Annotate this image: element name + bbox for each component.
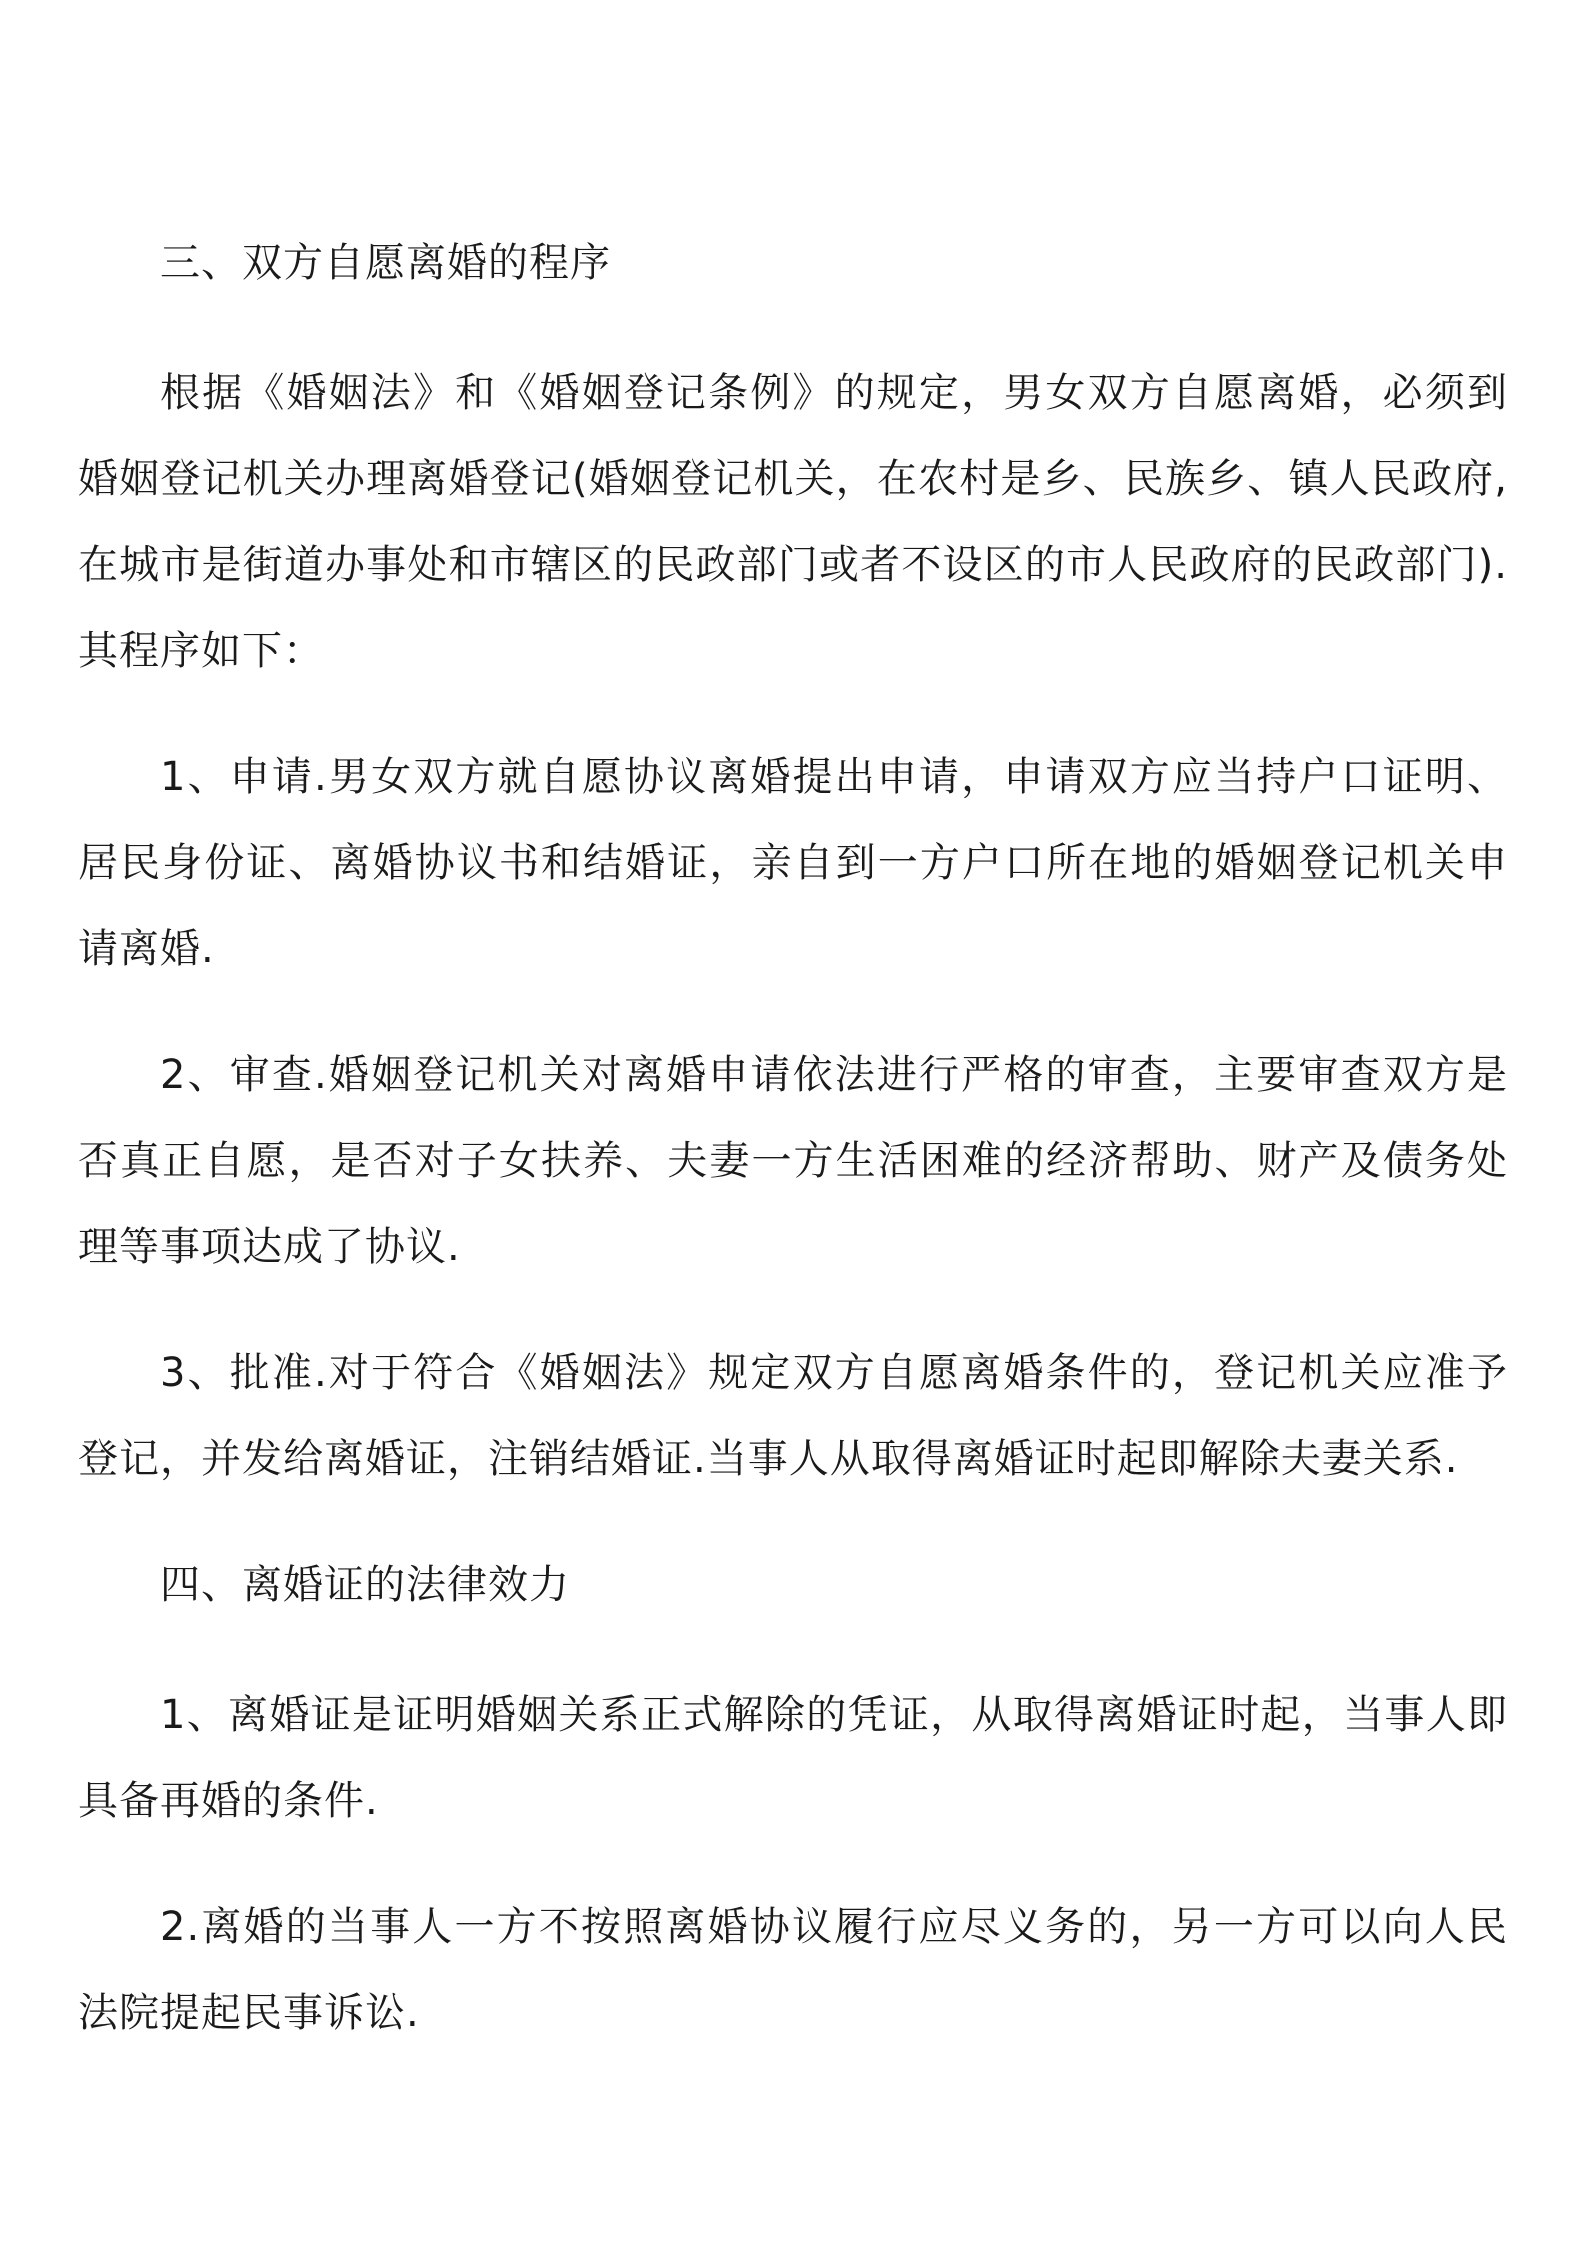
section-heading-legal-effect: 四、离婚证的法律效力 <box>160 1562 570 1608</box>
paragraph-step-application: 1、申请.男女双方就自愿协议离婚提出申请，申请双方应当持户口证明、居民身份证、离婚协议书和结婚证，亲自到一方户口所在地的婚姻登记机关申请离婚. <box>78 754 1508 972</box>
document-body <box>78 220 1508 2096</box>
paragraph-certificate-effect: 1、离婚证是证明婚姻关系正式解除的凭证，从取得离婚证时起，当事人即具备再婚的条件. <box>78 1692 1508 1824</box>
section-heading-procedure: 三、双方自愿离婚的程序 <box>160 240 611 286</box>
paragraph-step-review: 2、审查.婚姻登记机关对离婚申请依法进行严格的审查，主要审查双方是否真正自愿，是否对子女扶养、夫妻一方生活困难的经济帮助、财产及债务处理等事项达成了协议. <box>78 1052 1508 1270</box>
paragraph-step-approval: 3、批准.对于符合《婚姻法》规定双方自愿离婚条件的，登记机关应准予登记，并发给离婚证，注销结婚证.当事人从取得离婚证时起即解除夫妻关系. <box>78 1350 1508 1482</box>
paragraph-legal-basis: 根据《婚姻法》和《婚姻登记条例》的规定，男女双方自愿离婚，必须到婚姻登记机关办理离婚登记(婚姻登记机关，在农村是乡、民族乡、镇人民政府,在城市是街道办事处和市辖区的民政部门或者不设区的市人民政府的民政部门).其程序如下： <box>78 370 1508 674</box>
paragraph-lawsuit-right: 2.离婚的当事人一方不按照离婚协议履行应尽义务的，另一方可以向人民法院提起民事诉讼. <box>78 1904 1508 2036</box>
